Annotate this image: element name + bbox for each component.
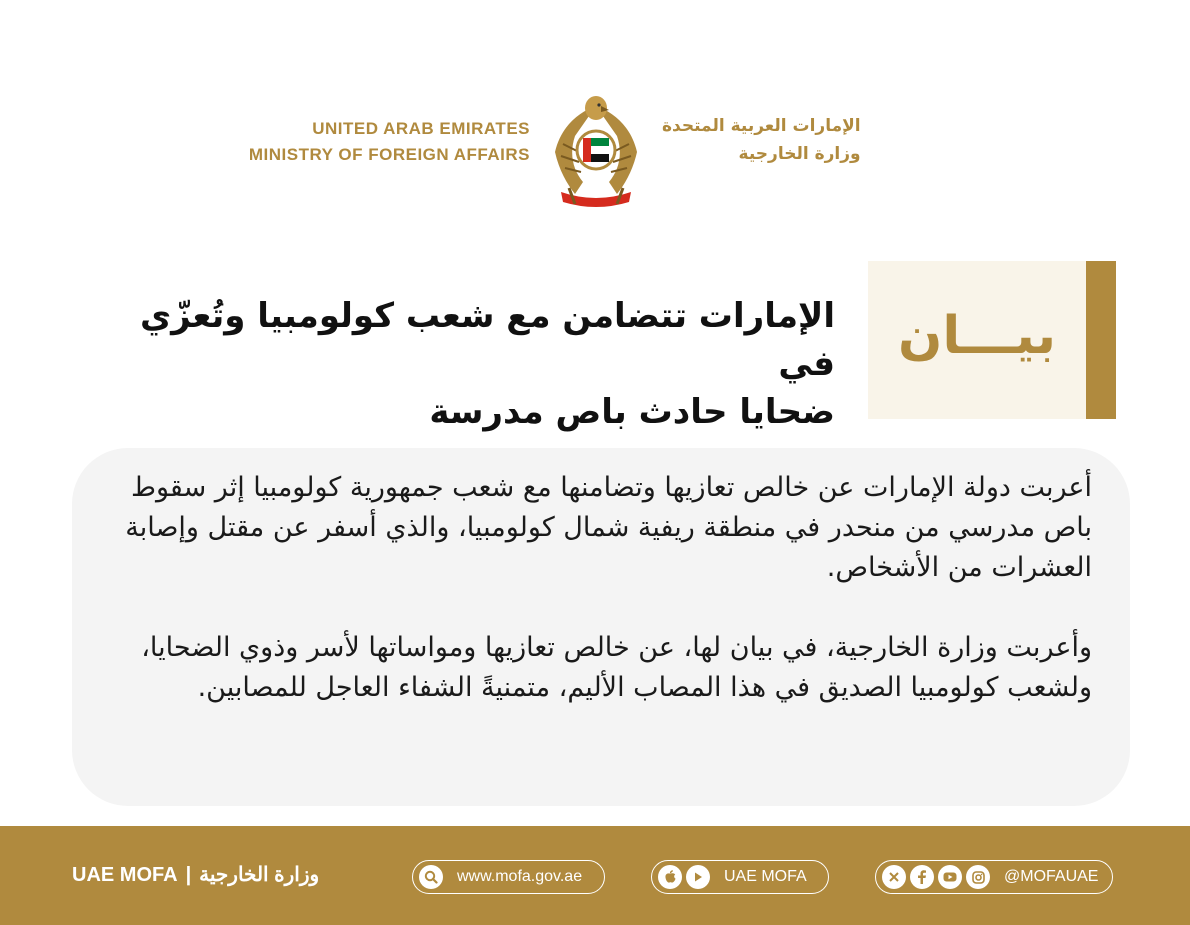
facebook-icon — [910, 865, 934, 889]
en-line-2: MINISTRY OF FOREIGN AFFAIRS — [248, 145, 530, 164]
social-handle: @MOFAUAE — [1004, 868, 1099, 885]
search-icon — [419, 865, 443, 889]
website-link[interactable] — [412, 860, 605, 894]
statement-badge-label: بيـــان — [898, 306, 1056, 366]
body-paragraph-1: أعربت دولة الإمارات عن خالص تعازيها وتضامنها مع شعب جمهورية كولومبيا إثر سقوط باص مدرسي من منحدر في منطقة ريفية شمال كولومبيا، والذي أسفر عن مقتل وإصابة العشرات من الأشخاص. — [125, 472, 1092, 583]
statement-body-text — [100, 468, 1092, 708]
x-icon — [882, 865, 906, 889]
ministry-name-english — [249, 116, 530, 168]
statement-badge — [868, 261, 1116, 419]
instagram-icon — [966, 865, 990, 889]
body-paragraph-2: وأعربت وزارة الخارجية، في بيان لها، عن خالص تعازيها ومواساتها لأسر وذوي الضحايا، ولشعب كولومبيا الصديق في هذا المصاب الأليم، متمنيةً الشفاء العاجل للمصابين. — [141, 632, 1092, 703]
app-label: UAE MOFA — [724, 868, 807, 885]
title-line-2: ضحايا حادث باص مدرسة — [429, 392, 835, 432]
badge-accent-bar — [1086, 261, 1116, 419]
header — [0, 92, 1190, 212]
brand-arabic: وزارة الخارجية — [199, 864, 320, 886]
ministry-name-arabic — [662, 112, 861, 168]
en-line-1: UNITED ARAB EMIRATES — [312, 119, 530, 138]
uae-emblem-icon — [549, 92, 643, 210]
page-title — [95, 292, 835, 436]
ar-line-1: الإمارات العربية المتحدة — [662, 116, 861, 136]
footer-brand — [72, 862, 319, 887]
brand-english: UAE MOFA — [72, 864, 178, 886]
app-link[interactable] — [651, 860, 829, 894]
apple-icon — [658, 865, 682, 889]
footer — [0, 826, 1190, 925]
website-label: www.mofa.gov.ae — [457, 868, 583, 885]
brand-separator: | — [185, 864, 192, 886]
youtube-icon — [938, 865, 962, 889]
social-links[interactable] — [875, 860, 1113, 894]
play-store-icon — [686, 865, 710, 889]
title-line-1: الإمارات تتضامن مع شعب كولومبيا وتُعزّي في — [140, 296, 835, 384]
ar-line-2: وزارة الخارجية — [738, 144, 861, 164]
